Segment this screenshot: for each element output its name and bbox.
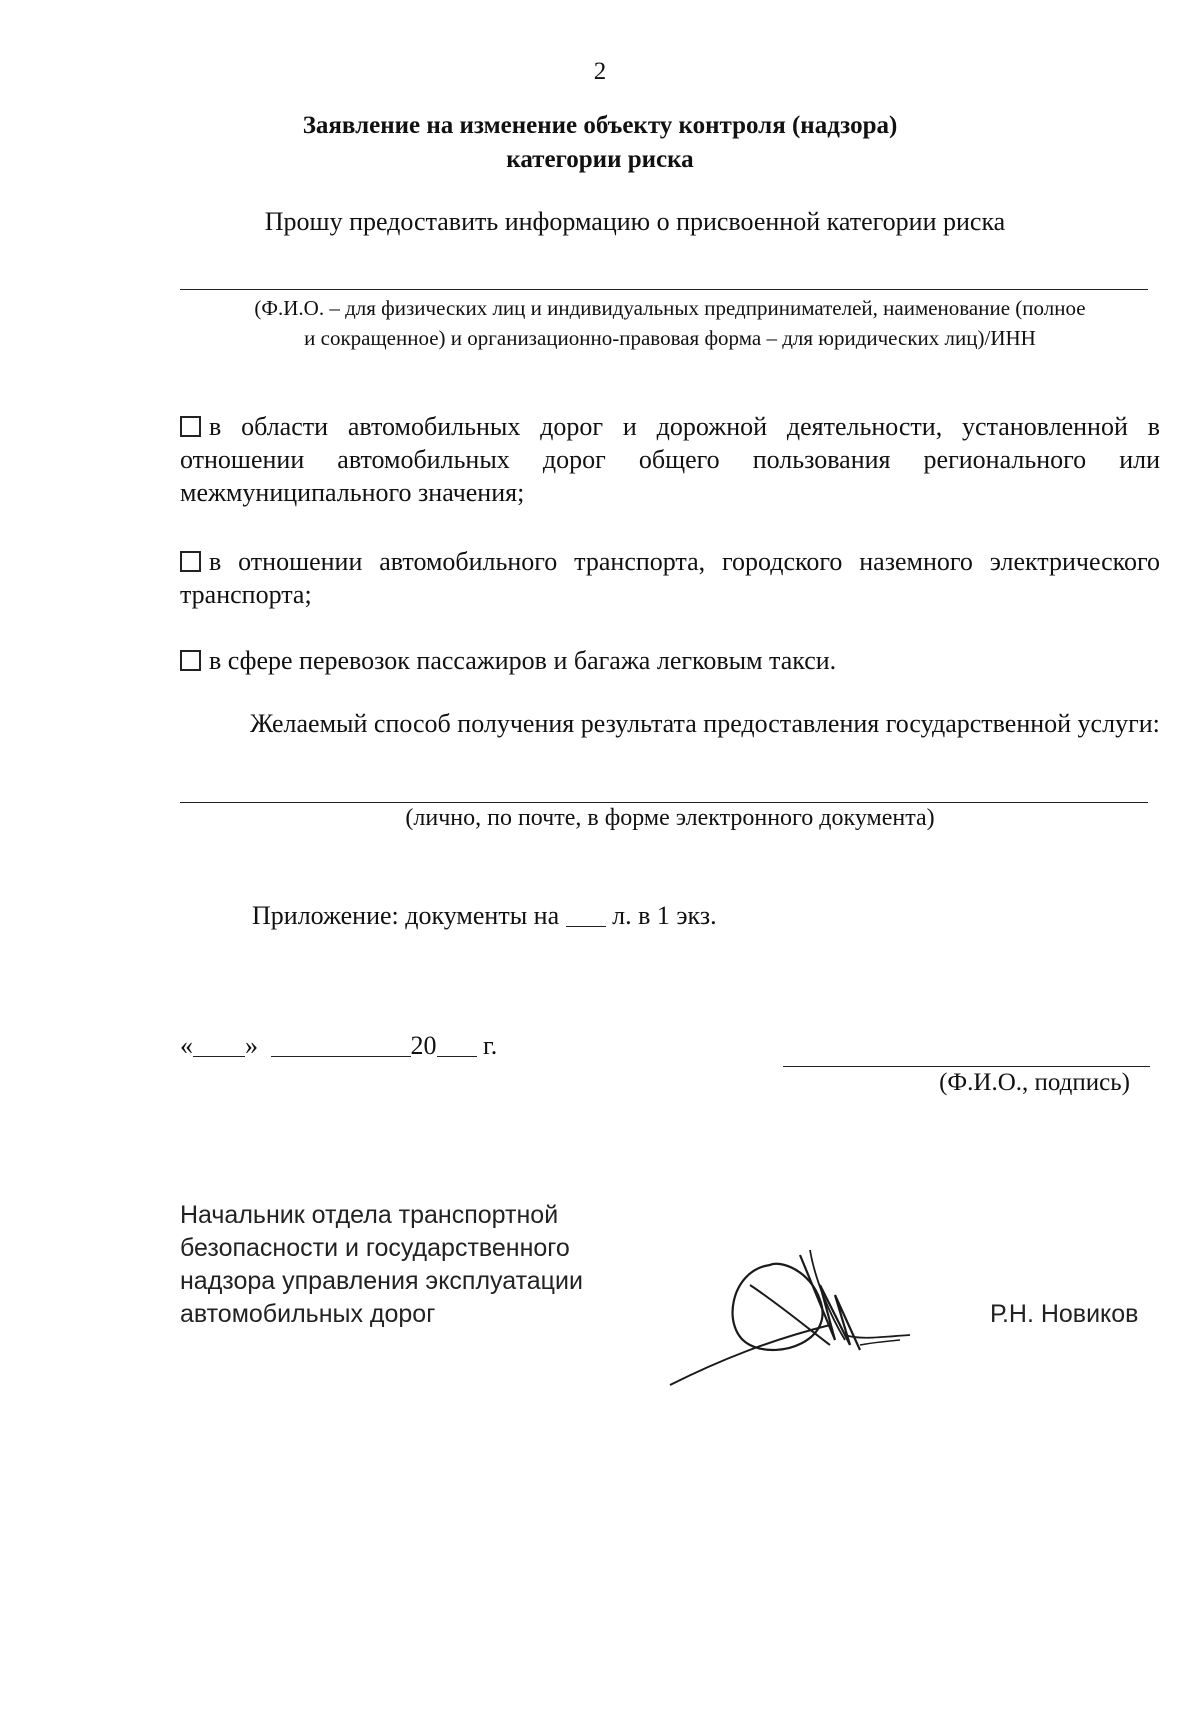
option-roads bbox=[180, 410, 1160, 509]
checkbox-taxi[interactable] bbox=[180, 650, 201, 671]
applicant-input-line[interactable] bbox=[180, 289, 1148, 290]
title-line-2: категории риска bbox=[506, 146, 694, 173]
date-line bbox=[180, 1031, 497, 1061]
attachment-suffix: л. в 1 экз. bbox=[612, 901, 717, 930]
attachment-prefix: Приложение: документы на bbox=[252, 901, 560, 930]
method-text: Желаемый способ получения результата предоставления государственной услуги: bbox=[250, 709, 1160, 738]
date-year-prefix: 20 bbox=[410, 1031, 437, 1060]
option-transport-label: в отношении автомобильного транспорта, городского наземного электрического транспорта; bbox=[180, 547, 1160, 609]
signature-input-line[interactable] bbox=[783, 1066, 1150, 1067]
checkbox-roads[interactable] bbox=[180, 416, 201, 437]
official-line-2: безопасности и государственного bbox=[180, 1234, 570, 1262]
date-year-suffix: г. bbox=[483, 1031, 498, 1060]
attachment-line bbox=[252, 901, 717, 931]
official-position bbox=[180, 1199, 583, 1331]
official-line-4: автомобильных дорог bbox=[180, 1300, 436, 1328]
date-month-blank[interactable] bbox=[271, 1034, 411, 1057]
date-day-blank[interactable] bbox=[193, 1034, 245, 1057]
method-caption: (лично, по почте, в форме электронного документа) bbox=[405, 805, 935, 831]
signature-caption: (Ф.И.О., подпись) bbox=[939, 1069, 1130, 1096]
method-input-line[interactable] bbox=[180, 802, 1148, 803]
option-roads-label: в области автомобильных дорог и дорожной деятельности, установленной в отношении автомобильных дорог общего пользования регионального или межмуниципального значения; bbox=[180, 412, 1160, 507]
handwritten-signature bbox=[660, 1245, 940, 1395]
official-line-3: надзора управления эксплуатации bbox=[180, 1267, 583, 1295]
signer-name: Р.Н. Новиков bbox=[990, 1300, 1139, 1328]
date-open-quote: « bbox=[180, 1031, 193, 1060]
applicant-caption bbox=[180, 293, 1160, 353]
option-transport bbox=[180, 545, 1160, 611]
page-number: 2 bbox=[593, 58, 607, 85]
official-line-1: Начальник отдела транспортной bbox=[180, 1201, 559, 1229]
date-year-blank[interactable] bbox=[437, 1034, 477, 1057]
document-title bbox=[0, 109, 1200, 177]
applicant-caption-line-2: и сокращенное) и организационно-правовая форма – для юридических лиц)/ИНН bbox=[304, 326, 1036, 350]
date-close-quote: » bbox=[245, 1031, 258, 1060]
title-line-1: Заявление на изменение объекту контроля (надзора) bbox=[302, 112, 898, 139]
option-taxi bbox=[180, 644, 1160, 677]
request-text: Прошу предоставить информацию о присвоенной категории риска bbox=[264, 207, 1006, 236]
applicant-caption-line-1: (Ф.И.О. – для физических лиц и индивидуальных предпринимателей, наименование (полное bbox=[254, 296, 1086, 320]
checkbox-transport[interactable] bbox=[180, 551, 201, 572]
attachment-pages-blank[interactable] bbox=[566, 904, 606, 927]
option-taxi-label: в сфере перевозок пассажиров и багажа легковым такси. bbox=[209, 646, 837, 675]
